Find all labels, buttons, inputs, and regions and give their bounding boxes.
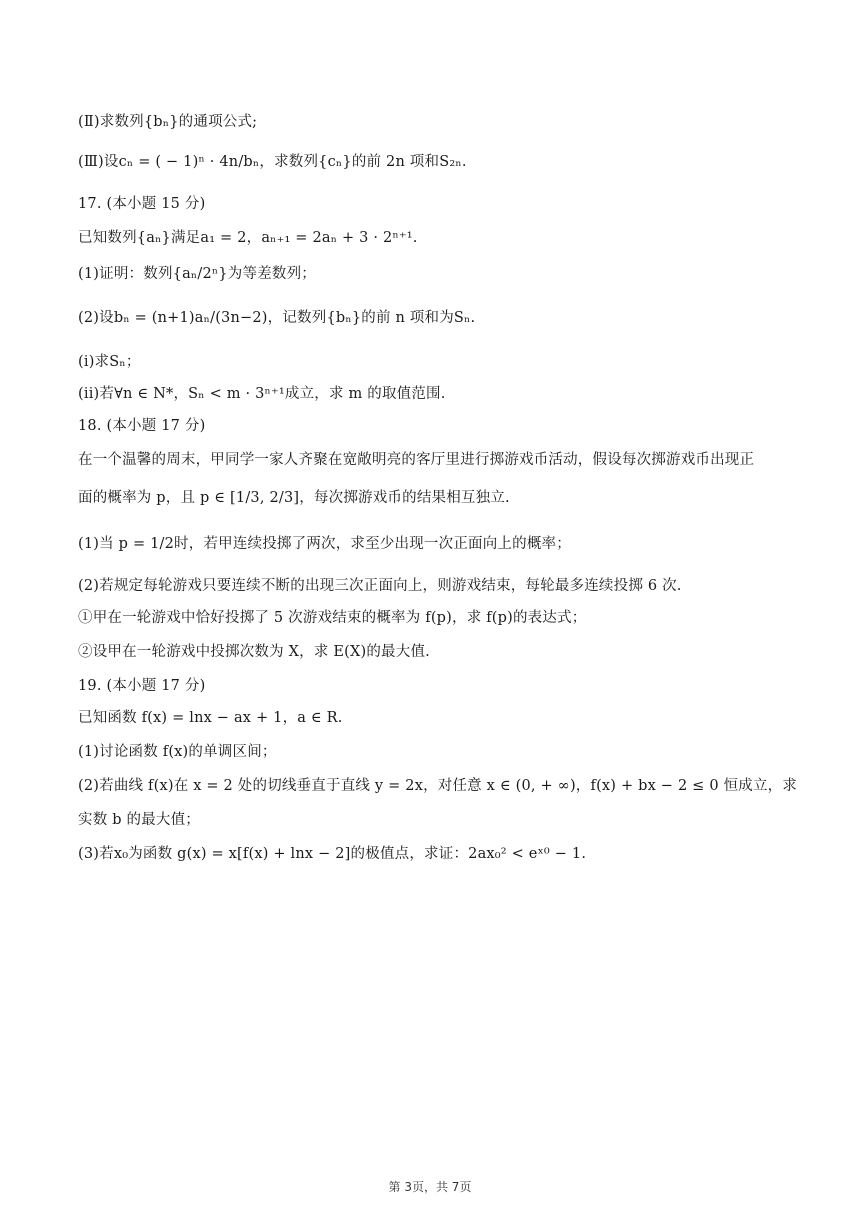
problem-17-part-2-i: (i)求Sₙ； [78, 354, 141, 370]
problem-19-part-1: (1)讨论函数 f(x)的单调区间； [78, 744, 277, 760]
problem-18-statement-line-1: 在一个温馨的周末，甲同学一家人齐聚在宽敞明亮的客厅里进行掷游戏币活动，假设每次掷游戏币出现正 [78, 452, 755, 468]
problem-19-statement: 已知函数 f(x) = lnx − ax + 1，a ∈ R. [78, 710, 343, 726]
problem-17-heading: 17. (本小题 15 分) [78, 196, 206, 212]
problem-17-statement: 已知数列{aₙ}满足a₁ = 2，aₙ₊₁ = 2aₙ + 3 · 2ⁿ⁺¹. [78, 230, 418, 246]
problem-17-part-2-ii: (ii)若∀n ∈ N*，Sₙ < m · 3ⁿ⁺¹成立，求 m 的取值范围. [78, 386, 446, 402]
part-iii-question: (Ⅲ)设cₙ = ( − 1)ⁿ · 4n/bₙ，求数列{cₙ}的前 2n 项和S₂ₙ. [78, 154, 467, 170]
problem-18-part-2: (2)若规定每轮游戏只要连续不断的出现三次正面向上，则游戏结束，每轮最多连续投掷 6 次. [78, 578, 682, 594]
problem-19-part-2-line-2: 实数 b 的最大值； [78, 812, 200, 828]
problem-19-heading: 19. (本小题 17 分) [78, 678, 206, 694]
part-ii-question: (Ⅱ)求数列{bₙ}的通项公式; [78, 114, 258, 130]
problem-19-part-3: (3)若x₀为函数 g(x) = x[f(x) + lnx − 2]的极值点，求证：2ax₀² < eˣ⁰ − 1. [78, 846, 587, 862]
problem-18-statement-line-2: 面的概率为 p，且 p ∈ [1/3, 2/3]，每次掷游戏币的结果相互独立. [78, 490, 510, 506]
problem-19-part-2-line-1: (2)若曲线 f(x)在 x = 2 处的切线垂直于直线 y = 2x，对任意 x ∈ (0, + ∞)，f(x) + bx − 2 ≤ 0 恒成立，求 [78, 778, 798, 794]
problem-17-part-1: (1)证明：数列{aₙ/2ⁿ}为等差数列； [78, 266, 316, 282]
problem-18-part-2-1: ①甲在一轮游戏中恰好投掷了 5 次游戏结束的概率为 f(p)，求 f(p)的表达式； [78, 610, 587, 626]
problem-18-heading: 18. (本小题 17 分) [78, 418, 206, 434]
problem-18-part-2-2: ②设甲在一轮游戏中投掷次数为 X，求 E(X)的最大值. [78, 644, 430, 660]
page-footer: 第 3页，共 7页 [388, 1180, 472, 1194]
problem-18-part-1: (1)当 p = 1/2时，若甲连续投掷了两次，求至少出现一次正面向上的概率； [78, 536, 571, 552]
problem-17-part-2: (2)设bₙ = (n+1)aₙ/(3n−2)，记数列{bₙ}的前 n 项和为Sₙ. [78, 310, 476, 326]
